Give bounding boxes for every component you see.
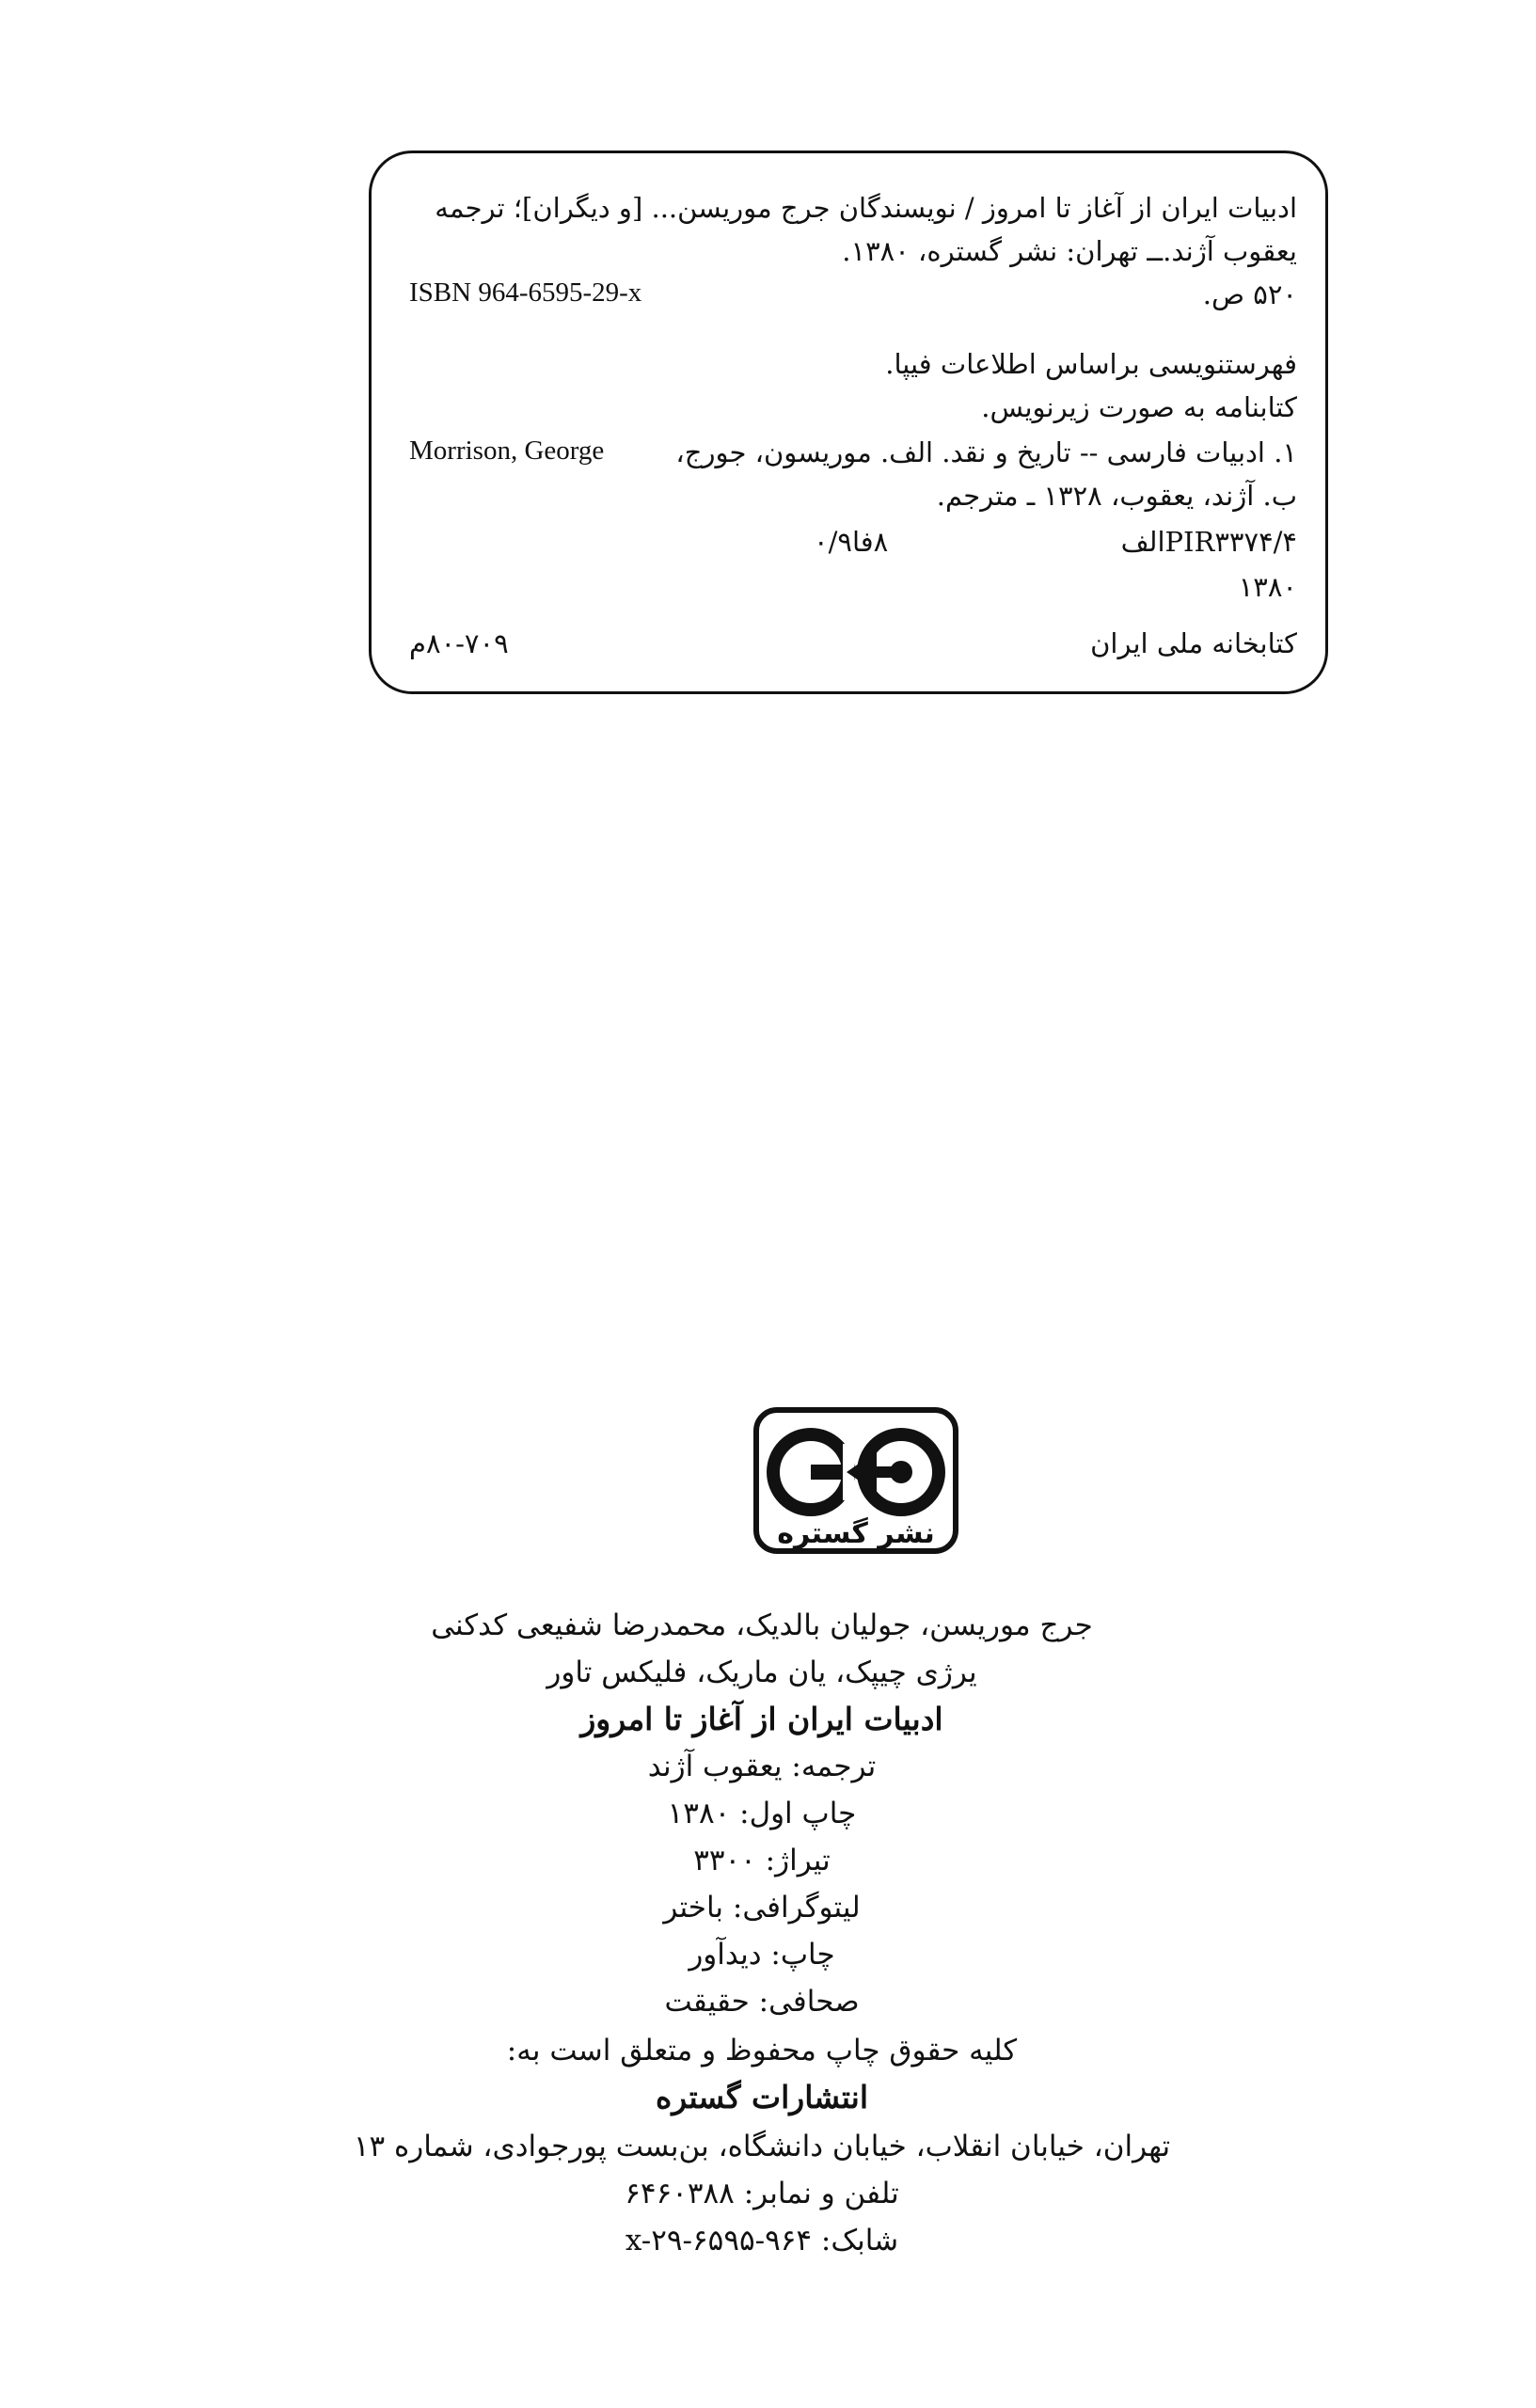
cip-dewey: ۸فا۰/۹ [814, 526, 889, 558]
cip-bibliography-note: کتابنامه به صورت زیرنویس. [981, 391, 1297, 423]
colophon-publisher: انتشارات گستره [655, 2079, 869, 2115]
cip-classification: PIR۳۳۷۴/۴الف [1120, 526, 1297, 558]
colophon-lithography: لیتوگرافی: باختر [663, 1891, 861, 1925]
cip-pages: ۵۲۰ ص. [1202, 278, 1297, 310]
colophon-authors-line1: جرج موریسن، جولیان بالدیک، محمدرضا شفیعی کدکنی [431, 1608, 1093, 1642]
cip-isbn: ISBN 964-6595-29-x [409, 277, 642, 308]
colophon-rights: کلیه حقوق چاپ محفوظ و متعلق است به: [506, 2034, 1018, 2067]
colophon-book-title: ادبیات ایران از آغاز تا امروز [580, 1701, 943, 1737]
cip-translator-line: ب. آژند، یعقوب، ۱۳۲۸ ـ مترجم. [936, 480, 1297, 512]
cip-library: کتابخانه ملی ایران [1090, 627, 1297, 659]
cip-subject-line: ۱. ادبیات فارسی -- تاریخ و نقد. الف. موریسون، جورج، [675, 436, 1297, 468]
publisher-logo [752, 1406, 959, 1555]
cip-publisher-line: یعقوب آژند.ــ تهران: نشر گستره، ۱۳۸۰. [842, 235, 1297, 267]
colophon-translator: ترجمه: یعقوب آژند [647, 1750, 877, 1783]
cip-year: ۱۳۸۰ [1238, 571, 1297, 603]
colophon-print-run: تیراژ: ۳۳۰۰ [693, 1844, 831, 1877]
colophon-edition: چاپ اول: ۱۳۸۰ [667, 1797, 857, 1830]
colophon-binding: صحافی: حقیقت [664, 1985, 860, 2019]
publisher-logo-graphic [752, 1406, 959, 1555]
colophon-isbn: شابک: x-۲۹-۶۵۹۵-۹۶۴ [625, 2224, 899, 2258]
cip-catalog-box [369, 150, 1328, 694]
colophon-authors-line2: یرژی چیپک، یان ماریک، فلیکس تاور [546, 1656, 977, 1689]
cip-morrison: Morrison, George [409, 436, 605, 466]
cip-fipa-note: فهرستنویسی براساس اطلاعات فیپا. [885, 348, 1297, 380]
cip-library-number: ۸۰-۷۰۹م [409, 627, 509, 659]
cip-title-line: ادبیات ایران از آغاز تا امروز / نویسندگان جرج موریسن... [و دیگران]؛ ترجمه [435, 192, 1297, 224]
colophon-printing: چاپ: دیدآور [689, 1938, 835, 1972]
logo-text: نشر گستره [777, 1517, 935, 1550]
colophon-address: تهران، خیابان انقلاب، خیابان دانشگاه، بن‌بست پورجوادی، شماره ۱۳ [353, 2130, 1171, 2163]
colophon-phone: تلفن و نمابر: ۶۴۶۰۳۸۸ [625, 2177, 899, 2210]
